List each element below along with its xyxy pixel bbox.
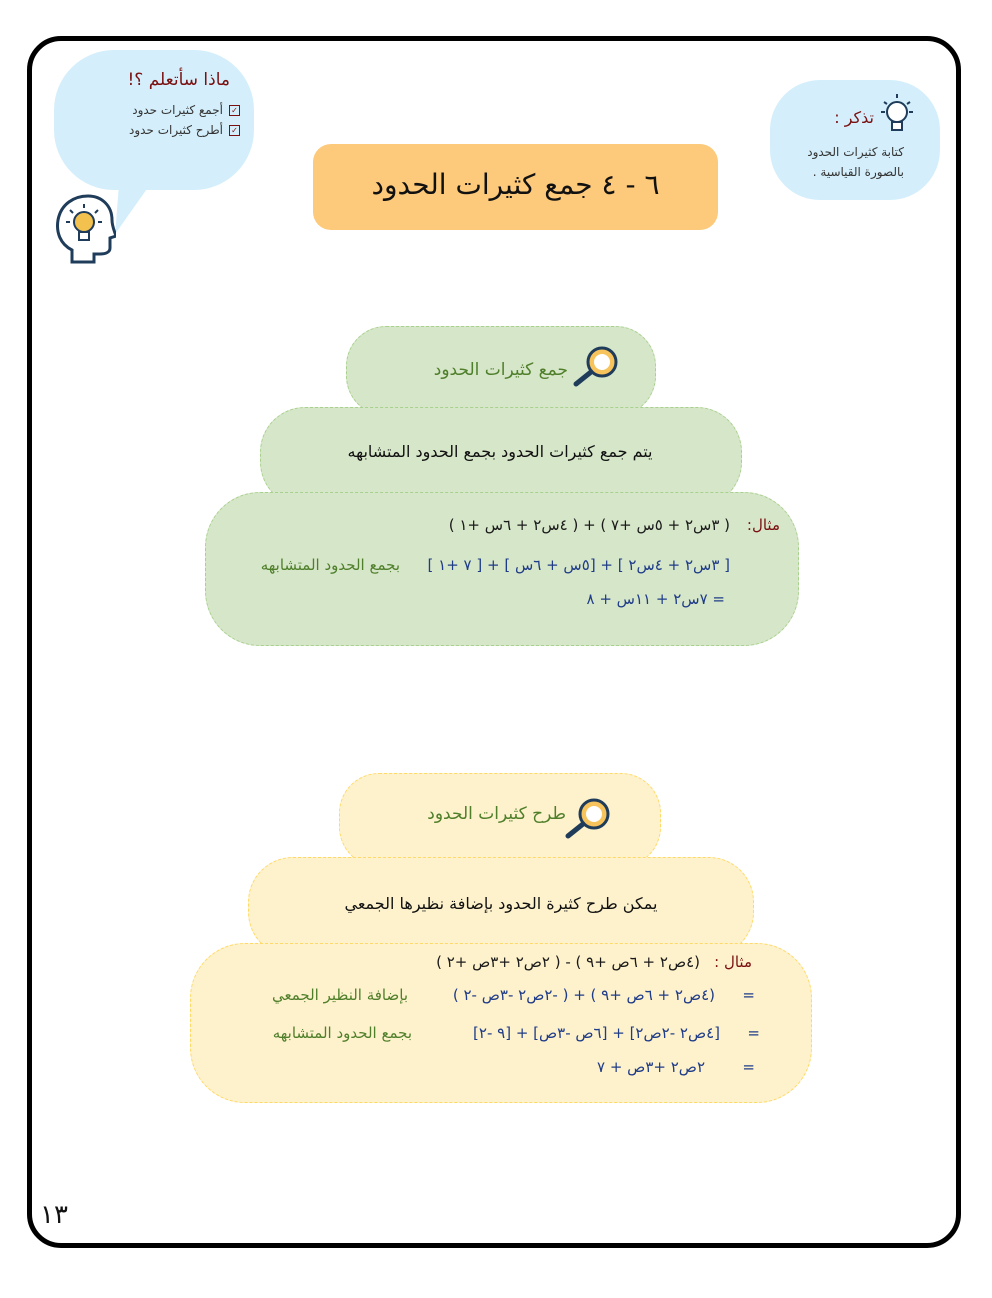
add-step1-expr: [ ٣س٢ + ٤س٢ ] + [٥س + ٦س ] + [ ٧ +١ ] <box>427 556 730 574</box>
add-example-label: مثال: <box>746 516 780 534</box>
remember-line: بالصورة القياسية . <box>812 165 904 179</box>
add-section-title: جمع كثيرات الحدود <box>433 360 568 380</box>
remember-title: تذكر : <box>834 108 874 127</box>
sub-step2-eq: = <box>747 1024 760 1042</box>
add-definition: يتم جمع كثيرات الحدود بجمع الحدود المتشابهه <box>347 442 653 461</box>
add-step1-note: بجمع الحدود المتشابهه <box>260 556 400 574</box>
learn-item <box>80 120 240 140</box>
magnifier-icon <box>562 796 612 840</box>
sub-step2-expr: [٤ص٢ -٢ص٢] + [٦ص -٣ص] + [٩ -٢] <box>473 1024 720 1042</box>
page-number: ١٣ <box>40 1200 68 1230</box>
sub-definition: يمكن طرح كثيرة الحدود بإضافة نظيرها الجمعي <box>344 894 658 913</box>
sub-example-expr: (٤ص٢ + ٦ص +٩ ) - ( ٢ص٢ +٣ص +٢ ) <box>436 953 700 971</box>
sub-step1-expr: (٤ص٢ + ٦ص +٩ ) + ( -٢ص٢ -٣ص -٢ ) <box>452 986 715 1004</box>
remember-line: كتابة كثيرات الحدود <box>807 145 904 159</box>
lightbulb-icon <box>880 92 914 138</box>
lesson-title: ٦ - ٤ جمع كثيرات الحدود <box>371 168 660 201</box>
add-result: = ٧س٢ + ١١س + ٨ <box>586 590 725 608</box>
remember-bubble <box>770 80 940 200</box>
learn-list <box>80 100 240 140</box>
sub-section-title: طرح كثيرات الحدود <box>427 804 566 824</box>
sub-step1-eq: = <box>742 986 755 1004</box>
sub-step3-expr: ٢ص٢ +٣ص + ٧ <box>597 1058 705 1076</box>
checkbox-icon: ✓ <box>229 105 240 116</box>
sub-step1-note: بإضافة النظير الجمعي <box>271 986 408 1004</box>
head-lightbulb-icon <box>52 192 116 266</box>
sub-example-label: مثال : <box>714 953 752 971</box>
checkbox-icon: ✓ <box>229 125 240 136</box>
learn-title: ماذا سأتعلم ؟! <box>127 70 230 90</box>
learn-item-text: أطرح كثيرات حدود <box>129 123 223 137</box>
learn-item-text: أجمع كثيرات حدود <box>132 103 223 117</box>
remember-body <box>780 142 904 182</box>
learn-item <box>80 100 240 120</box>
sub-step3-eq: = <box>742 1058 755 1076</box>
add-example-expr: ( ٣س٢ + ٥س +٧ ) + ( ٤س٢ + ٦س +١ ) <box>448 516 730 534</box>
sub-step2-note: بجمع الحدود المتشابهه <box>272 1024 412 1042</box>
magnifier-icon <box>570 344 620 388</box>
